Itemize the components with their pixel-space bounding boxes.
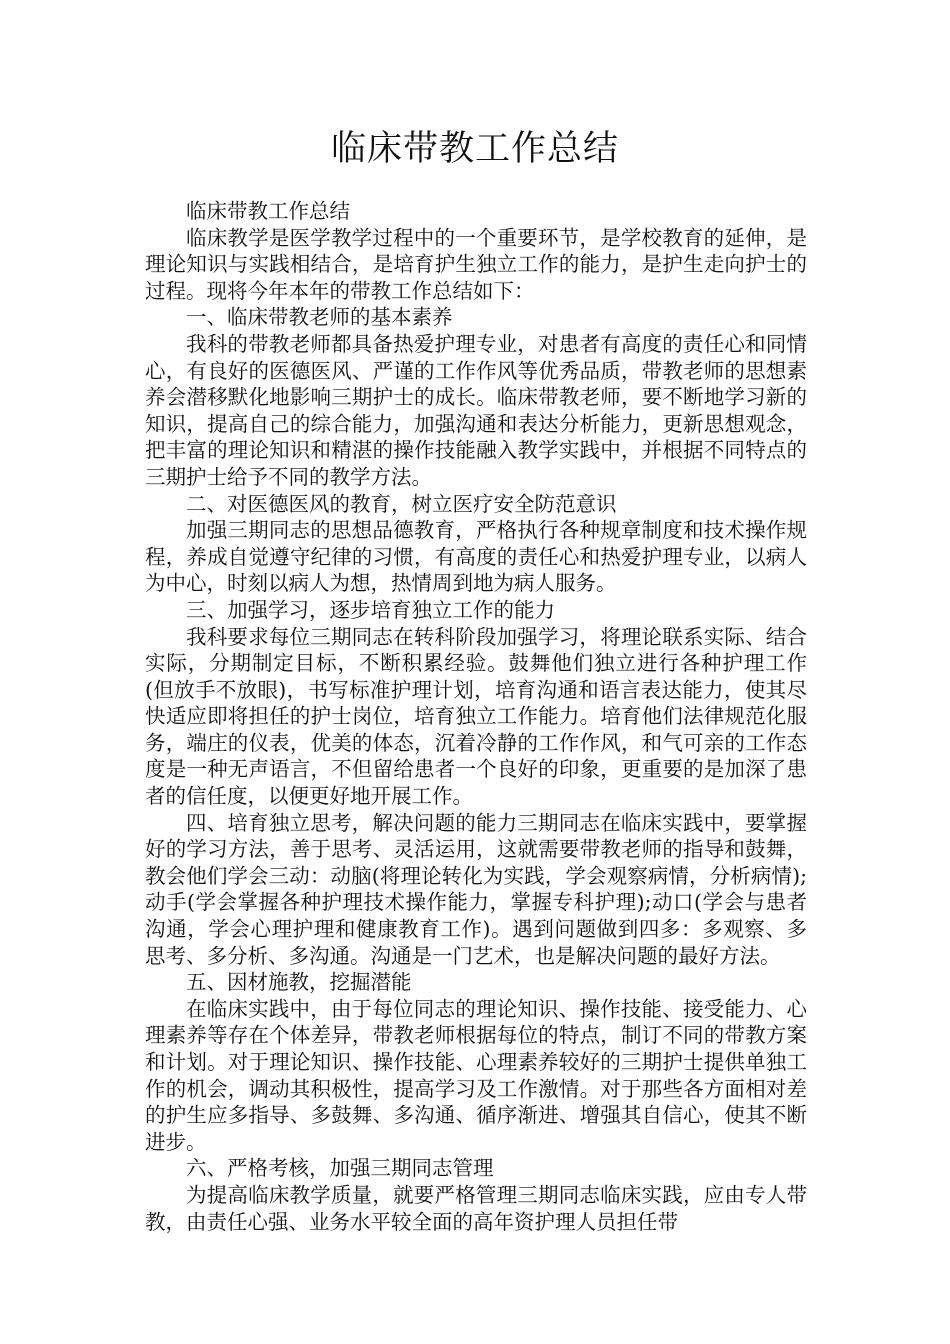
paragraph-intro: 临床教学是医学教学过程中的一个重要环节，是学校教育的延伸，是理论知识与实践相结合，是培育护生独立工作的能力，是护生走向护士的过程。现将今年本年的带教工作总结如下： <box>145 225 807 303</box>
section-heading-1: 一、临床带教老师的基本素养 <box>186 305 453 330</box>
paragraph-section-4: 四、培育独立思考，解决问题的能力三期同志在临床实践中，要掌握好的学习方法，善于思考、灵活运用，这就需要带教老师的指导和鼓舞，教会他们学会三动：动脑(将理论转化为实践，学会观察病情，分析病情);动手(学会掌握各种护理技术操作能力，掌握专科护理);动口(学会与患者沟通，学会心理护理和健康教育工作)。遇到问题做到四多：多观察、多思考、多分析、多沟通。沟通是一门艺术，也是解决问题的最好方法。 <box>145 810 807 968</box>
paragraph-section-3: 我科要求每位三期同志在转科阶段加强学习，将理论联系实际、结合实际，分期制定目标，不断积累经验。鼓舞他们独立进行各种护理工作(但放手不放眼)，书写标准护理计划，培育沟通和语言表达能力，使其尽快适应即将担任的护士岗位，培育独立工作能力。培育他们法律规范化服务，端庄的仪表，优美的体态，沉着冷静的工作作风，和气可亲的工作态度是一种无声语言，不但留给患者一个良好的印象，更重要的是加深了患者的信任度，以便更好地开展工作。 <box>145 624 807 809</box>
paragraph-section-5: 在临床实践中，由于每位同志的理论知识、操作技能、接受能力、心理素养等存在个体差异，带教老师根据每位的特点，制订不同的带教方案和计划。对于理论知识、操作技能、心理素养较好的三期护士提供单独工作的机会，调动其积极性，提高学习及工作激情。对于那些各方面相对差的护生应多指导、多鼓舞、多沟通、循序渐进、增强其自信心，使其不断进步。 <box>145 996 807 1154</box>
paragraph-section-6: 为提高临床教学质量，就要严格管理三期同志临床实践，应由专人带教，由责任心强、业务水平较全面的高年资护理人员担任带 <box>145 1182 807 1234</box>
section-heading-3: 三、加强学习，逐步培育独立工作的能力 <box>186 597 555 622</box>
document-title: 临床带教工作总结 <box>330 129 619 169</box>
section-heading-2: 二、对医德医风的教育，树立医疗安全防范意识 <box>186 491 617 516</box>
section-heading-6: 六、严格考核，加强三期同志管理 <box>186 1156 494 1181</box>
section-heading-5: 五、因材施教，挖掘潜能 <box>186 970 412 995</box>
paragraph-section-1: 我科的带教老师都具备热爱护理专业，对患者有高度的责任心和同情心，有良好的医德医风、严谨的工作作风等优秀品质，带教老师的思想素养会潜移默化地影响三期护士的成长。临床带教老师，要不断地学习新的知识，提高自己的综合能力，加强沟通和表达分析能力，更新思想观念，把丰富的理论知识和精湛的操作技能融入教学实践中，并根据不同特点的三期护士给予不同的教学方法。 <box>145 331 807 489</box>
document-body <box>145 198 807 1235</box>
paragraph-section-2: 加强三期同志的思想品德教育，严格执行各种规章制度和技术操作规程，养成自觉遵守纪律的习惯，有高度的责任心和热爱护理专业，以病人为中心，时刻以病人为想，热情周到地为病人服务。 <box>145 518 807 596</box>
paragraph-subtitle: 临床带教工作总结 <box>186 199 350 223</box>
